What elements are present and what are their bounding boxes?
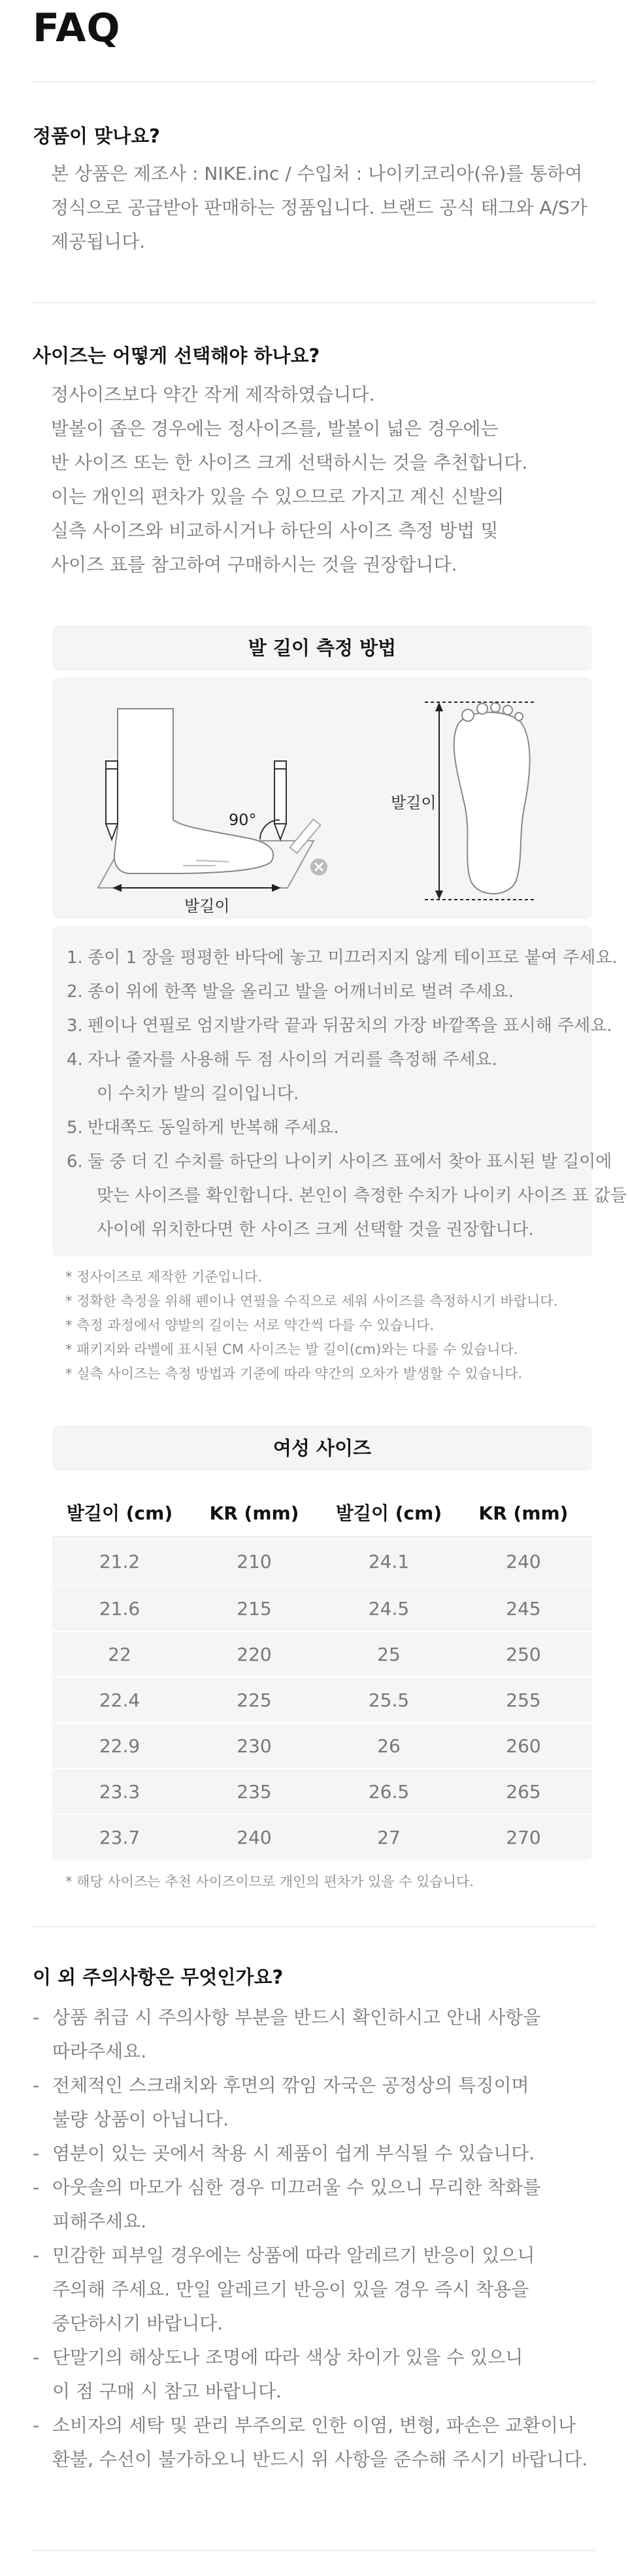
table-cell: 24.5 [368,1598,410,1619]
header-foot-length: 발길이 (cm) [66,1502,173,1524]
divider [33,1926,595,1927]
table-cell: 26.5 [368,1781,410,1803]
header-kr-size: KR (mm) [478,1502,569,1524]
foot-side-shape [114,709,273,873]
table-cell: 22 [108,1644,131,1665]
step-item: 3. 펜이나 연필로 엄지발가락 끝과 뒤꿈치의 가장 바깥쪽을 표시해 주세요. [67,1016,612,1036]
measure-title: 발 길이 측정 방법 [52,625,592,671]
table-row [52,1722,592,1769]
table-cell: 210 [237,1551,272,1572]
size-table-title: 여성 사이즈 [52,1425,592,1471]
pencil-left-icon [106,761,118,824]
table-cell: 22.9 [99,1735,140,1757]
answer-line: 정식으로 공급받아 판매하는 정품입니다. 브랜드 공식 태그와 A/S가 [51,197,587,218]
table-cell: 25 [377,1644,401,1665]
header-kr-size: KR (mm) [209,1502,299,1524]
divider [33,2550,595,2551]
faq-heading: FAQ [33,5,121,51]
table-row [52,1631,592,1678]
step-item: 5. 반대쪽도 동일하게 반복해 주세요. [67,1118,339,1138]
table-cell: 255 [506,1689,541,1711]
table-cell: 23.3 [99,1781,140,1803]
answer-authentic [51,157,593,259]
table-cell: 240 [237,1827,272,1848]
note-line: * 정사이즈로 제작한 기준입니다. [65,1269,262,1285]
divider [33,81,595,82]
table-cell: 240 [506,1551,541,1572]
answer-line: 제공됩니다. [51,231,146,252]
table-cell: 21.6 [99,1598,140,1619]
table-cell: 245 [506,1598,541,1619]
answer-line: 정사이즈보다 약간 작게 제작하였습니다. [51,384,375,405]
note-line: * 실측 사이즈는 측정 방법과 기준에 따라 약간의 오차가 발생할 수 있습니다. [65,1366,523,1381]
step-item: 6. 둘 중 더 긴 수치를 하단의 나이키 사이즈 표에서 찾아 표시된 발 길이에 맞는 사이즈를 확인합니다. 본인이 측정한 수치가 나이키 사이즈 표 값들 사이에 위치한다면 한 사이즈 크게 선택할 것을 권장합니다. [67,1152,627,1240]
foot-sole-shape [454,713,530,894]
measure-diagram [52,677,592,919]
size-table-body [52,1539,592,1859]
measure-steps [52,926,627,1257]
table-cell: 23.7 [99,1827,140,1848]
table-cell: 22.4 [99,1689,140,1711]
table-row [52,1814,592,1861]
table-row [52,1539,592,1585]
step-item: 2. 종이 위에 한쪽 발을 올리고 발을 어깨너비로 벌려 주세요. [67,982,514,1002]
answer-line: 사이즈 표를 참고하여 구매하시는 것을 권장합니다. [51,554,457,575]
table-cell: 270 [506,1827,541,1848]
question-authentic: 정품이 맞나요? [33,125,161,147]
step-item: 4. 자나 줄자를 사용해 두 점 사이의 거리를 측정해 주세요. 이 수치가 발의 길이입니다. [67,1050,497,1104]
list-item: - 아웃솔의 마모가 심한 경우 미끄러울 수 있으니 무리한 착화를 피해주세요. [33,2177,541,2232]
table-cell: 21.2 [99,1551,140,1572]
pencil-right-icon [274,761,286,824]
note-line: * 패키지와 라벨에 표시된 CM 사이즈는 발 길이(cm)와는 다를 수 있습니다. [65,1342,518,1357]
answer-size [51,378,593,582]
table-cell: 27 [377,1827,401,1848]
foot-length-label: 발길이 [180,893,234,916]
list-item: - 소비자의 세탁 및 관리 부주의로 인한 이염, 변형, 파손은 교환이나 환불, 수선이 불가하오니 반드시 위 사항을 준수해 주시기 바랍니다. [33,2415,588,2470]
table-cell: 25.5 [368,1689,410,1711]
list-item: - 상품 취급 시 주의사항 부분을 반드시 확인하시고 안내 사항을 따라주세요. [33,2007,541,2062]
list-item: - 민감한 피부일 경우에는 상품에 따라 알레르기 반응이 있으니 주의해 주세요. 만일 알레르기 반응이 있을 경우 즉시 착용을 중단하시기 바랍니다. [33,2245,535,2334]
table-cell: 220 [237,1644,272,1665]
table-row [52,1768,592,1815]
answer-line: 발볼이 좁은 경우에는 정사이즈를, 발볼이 넓은 경우에는 [51,418,499,439]
table-cell: 225 [237,1689,272,1711]
note-line: * 정확한 측정을 위해 펜이나 연필을 수직으로 세워 사이즈를 측정하시기 바랍니다. [65,1293,558,1309]
question-precautions: 이 외 주의사항은 무엇인가요? [33,1966,284,1988]
size-table-note: * 해당 사이즈는 추천 사이즈이므로 개인의 편차가 있을 수 있습니다. [65,1874,474,1890]
question-size: 사이즈는 어떻게 선택해야 하나요? [33,345,320,367]
table-cell: 215 [237,1598,272,1619]
side-length-label: 발길이 [391,788,437,814]
size-table-header [52,1491,592,1538]
list-item: - 단말기의 해상도나 조명에 따라 색상 차이가 있을 수 있으니 이 점 구매 시 참고 바랍니다. [33,2347,523,2402]
answer-line: 이는 개인의 편차가 있을 수 있으므로 가지고 계신 신발의 [51,486,504,507]
answer-line: 반 사이즈 또는 한 사이즈 크게 선택하시는 것을 추천합니다. [51,452,528,473]
answer-line: 실측 사이즈와 비교하시거나 하단의 사이즈 측정 방법 및 [51,520,499,541]
angle-label: 90° [229,811,257,829]
table-cell: 260 [506,1735,541,1757]
list-item: - 전체적인 스크래치와 후면의 깎임 자국은 공정상의 특징이며 불량 상품이 아닙니다. [33,2075,529,2130]
table-cell: 24.1 [368,1551,410,1572]
list-item: - 염분이 있는 곳에서 착용 시 제품이 쉽게 부식될 수 있습니다. [33,2143,535,2164]
table-row [52,1585,592,1632]
step-item: 1. 종이 1 장을 평평한 바닥에 놓고 미끄러지지 않게 테이프로 붙여 주세요. [67,948,618,968]
table-cell: 26 [377,1735,401,1757]
header-foot-length: 발길이 (cm) [335,1502,442,1524]
note-line: * 측정 과정에서 양발의 길이는 서로 약간씩 다를 수 있습니다. [65,1317,435,1333]
table-cell: 230 [237,1735,272,1757]
measure-notes [65,1265,557,1386]
foot-measure-illustration [52,677,592,919]
table-cell: 235 [237,1781,272,1803]
divider [33,302,595,303]
table-cell: 265 [506,1781,541,1803]
table-row [52,1676,592,1723]
table-cell: 250 [506,1644,541,1665]
answer-line: 본 상품은 제조사 : NIKE.inc / 수입처 : 나이키코리아(유)를 통하여 [51,163,583,184]
